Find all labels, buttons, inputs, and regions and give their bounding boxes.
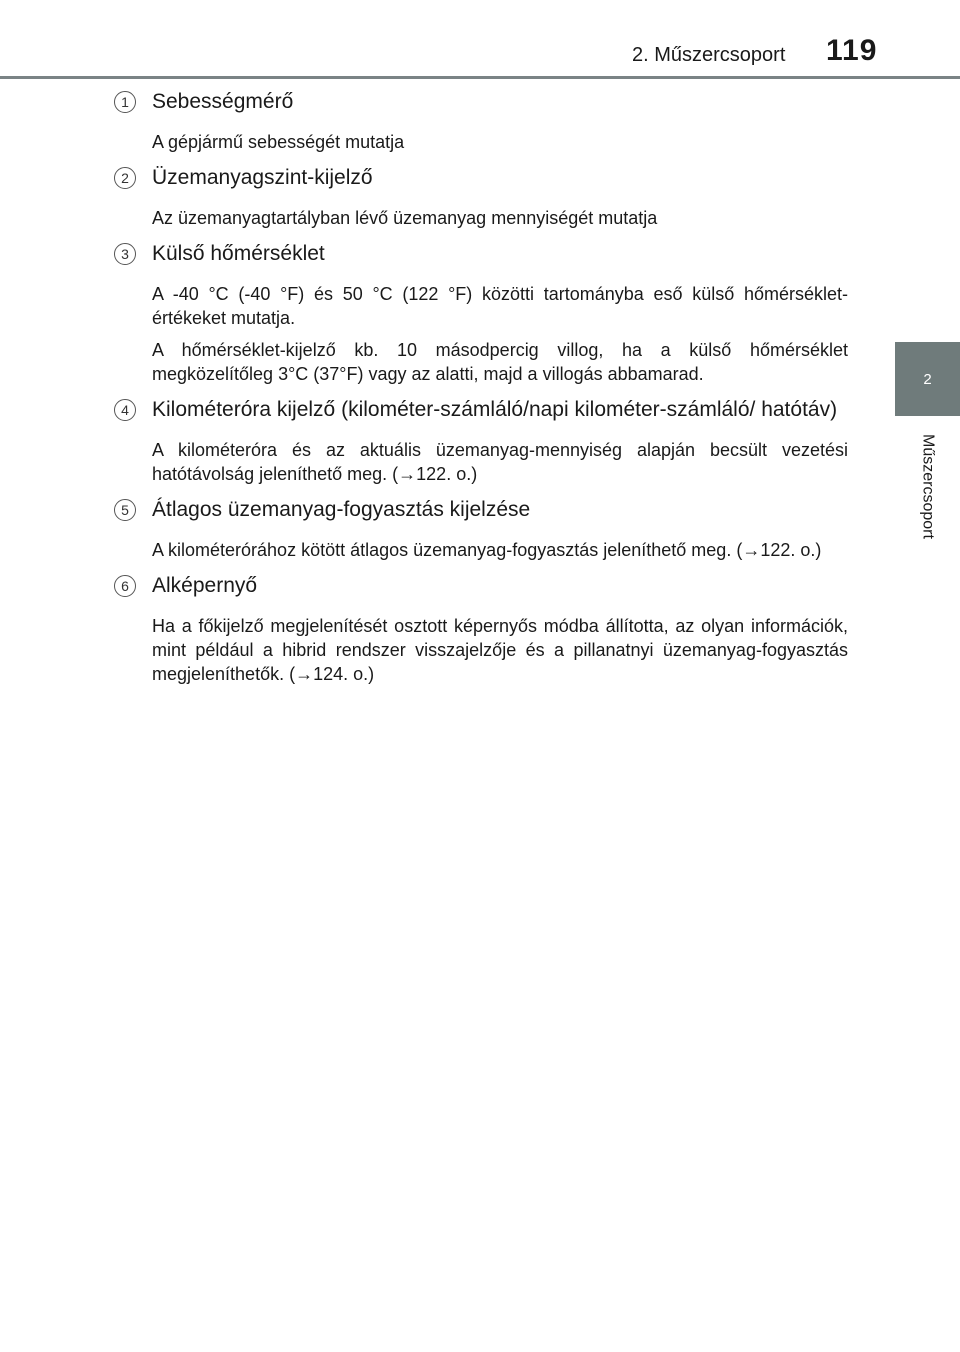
page-header bbox=[0, 0, 960, 80]
list-item bbox=[100, 238, 848, 386]
item-number-badge: 6 bbox=[114, 575, 136, 597]
item-title: Átlagos üzemanyag-fogyasztás kijelzése bbox=[152, 498, 531, 521]
item-number-badge: 3 bbox=[114, 243, 136, 265]
list-item bbox=[100, 86, 848, 154]
item-title: Sebességmérő bbox=[152, 90, 294, 113]
list-item bbox=[100, 570, 848, 686]
chapter-number: 2 bbox=[923, 370, 932, 388]
item-description: A kilométeróra és az aktuális üzemanyag-mennyiség alapján becsült vezetési hatótávolság jeleníthető meg. (→122. o.) bbox=[152, 440, 848, 484]
item-description: A -40 °C (-40 °F) és 50 °C (122 °F) közötti tartományba eső külső hőmérséklet-értékeket mutatja. bbox=[152, 284, 848, 328]
list-item bbox=[100, 494, 848, 562]
item-title: Külső hőmérséklet bbox=[152, 242, 325, 265]
item-number-badge: 1 bbox=[114, 91, 136, 113]
chapter-label bbox=[895, 416, 960, 586]
item-number-badge: 5 bbox=[114, 499, 136, 521]
header-divider bbox=[0, 76, 960, 79]
item-description: Az üzemanyagtartályban lévő üzemanyag mennyiségét mutatja bbox=[152, 208, 658, 228]
item-description: A kilométerórához kötött átlagos üzemanyag-fogyasztás jeleníthető meg. (→122. o.) bbox=[152, 540, 822, 560]
item-title: Kilométeróra kijelző (kilométer-számláló/napi kilométer-számláló/ hatótáv) bbox=[152, 398, 838, 421]
chapter-title: Műszercsoport bbox=[919, 434, 937, 539]
page-number: 119 bbox=[826, 34, 878, 67]
list-item bbox=[100, 394, 848, 486]
item-number-badge: 4 bbox=[114, 399, 136, 421]
list-item bbox=[100, 162, 848, 230]
section-title: 2. Műszercsoport bbox=[632, 44, 786, 66]
item-title: Alképernyő bbox=[152, 574, 258, 597]
item-description: A hőmérséklet-kijelző kb. 10 másodpercig villog, ha a külső hőmérséklet megközelítőleg 3°C (37°F) vagy az alatti, majd a villogás abbamarad. bbox=[152, 340, 848, 384]
item-number-badge: 2 bbox=[114, 167, 136, 189]
item-description: Ha a főkijelző megjelenítését osztott képernyős módba állította, az olyan információk, mint például a hibrid rendszer visszajelzője és a pillanatnyi üzemanyag-fogyasztás megjeleníthetők. (→124. o.) bbox=[152, 616, 848, 684]
chapter-tab bbox=[895, 342, 960, 416]
item-description: A gépjármű sebességét mutatja bbox=[152, 132, 405, 152]
item-list bbox=[100, 86, 848, 686]
item-title: Üzemanyagszint-kijelző bbox=[152, 166, 373, 189]
